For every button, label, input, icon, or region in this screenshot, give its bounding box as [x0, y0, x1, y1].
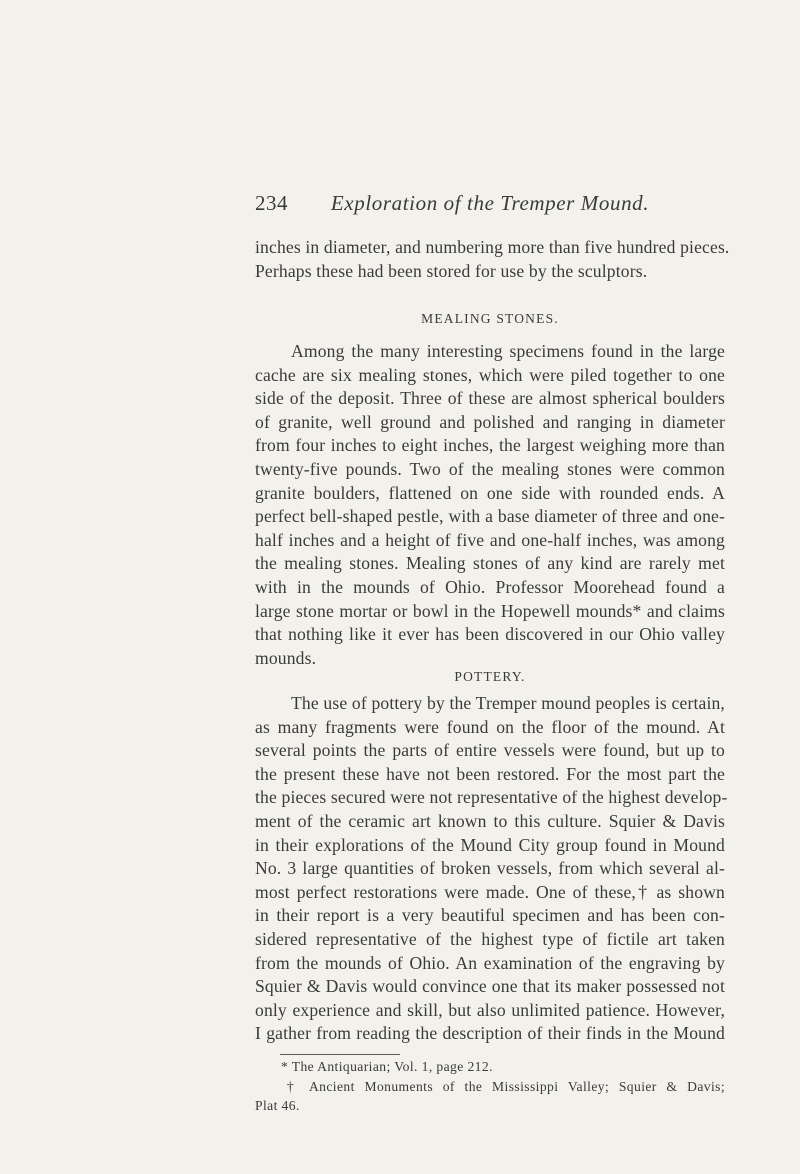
text-line: from the mounds of Ohio. An examination of the engraving by [255, 952, 725, 973]
section-heading-pottery: POTTERY. [454, 669, 526, 684]
text-line: half inches and a height of five and one-half inches, was among [255, 529, 725, 550]
text-line: in their report is a very beautiful specimen and has been con- [255, 905, 725, 926]
page-number: 234 [255, 191, 288, 215]
text-line: large stone mortar or bowl in the Hopewell mounds* and claims [255, 600, 725, 621]
page-header [255, 188, 725, 218]
text-line: Among the many interesting specimens found in the large [291, 341, 725, 361]
text-line: No. 3 large quantities of broken vessels, from which several al- [255, 858, 725, 879]
text-line: side of the deposit. Three of these are almost spherical boulders [255, 388, 725, 409]
text-line: Perhaps these had been stored for use by the sculptors. [255, 260, 648, 281]
text-line: The use of pottery by the Tremper mound peoples is certain, [291, 693, 725, 713]
mealing-stones-paragraph [255, 340, 725, 670]
section-heading-mealing-stones: MEALING STONES. [421, 311, 559, 326]
text-line: twenty-five pounds. Two of the mealing stones were common [255, 458, 725, 479]
text-line: that nothing like it ever has been discovered in our Ohio valley [255, 624, 725, 645]
text-line: the pieces secured were not representative of the highest develop- [255, 787, 728, 808]
text-line: from four inches to eight inches, the largest weighing more than [255, 435, 725, 456]
footnote-divider [280, 1054, 400, 1055]
text-line: only experience and skill, but also unlimited patience. However, [255, 999, 725, 1020]
footnote-1: * The Antiquarian; Vol. 1, page 212. [281, 1059, 493, 1074]
text-line: cache are six mealing stones, which were piled together to one [255, 364, 725, 385]
text-line: sidered representative of the highest type of fictile art taken [255, 928, 725, 949]
text-line: mounds. [255, 647, 317, 668]
text-line: several points the parts of entire vessels were found, but up to [255, 740, 725, 761]
text-line: Squier & Davis would convince one that its maker possessed not [255, 976, 725, 997]
text-line: of granite, well ground and polished and ranging in diameter [255, 411, 725, 432]
text-line: as many fragments were found on the floor of the mound. At [255, 716, 725, 737]
text-line: inches in diameter, and numbering more than five hundred pieces. [255, 237, 730, 257]
continuation-paragraph [255, 236, 730, 283]
text-line: granite boulders, flattened on one side with rounded ends. A [255, 482, 725, 503]
text-line: I gather from reading the description of their finds in the Mound [255, 1023, 725, 1044]
running-title: Exploration of the Tremper Mound. [330, 191, 650, 215]
text-line: most perfect restorations were made. One of these,† as shown [255, 881, 725, 902]
text-line: the present these have not been restored. For the most part the [255, 763, 725, 784]
footnotes [255, 1057, 725, 1116]
text-line: in their explorations of the Mound City group found in Mound [255, 834, 725, 855]
text-line: perfect bell-shaped pestle, with a base diameter of three and one- [255, 506, 725, 527]
text-line: ment of the ceramic art known to this culture. Squier & Davis [255, 810, 725, 831]
pottery-paragraph [255, 692, 728, 1046]
footnote-2-continuation: Plat 46. [255, 1098, 300, 1113]
footnote-2: † Ancient Monuments of the Mississippi Valley; Squier & Davis; [281, 1078, 725, 1094]
text-line: the mealing stones. Mealing stones of any kind are rarely met [255, 553, 725, 574]
text-line: with in the mounds of Ohio. Professor Moorehead found a [255, 576, 725, 597]
